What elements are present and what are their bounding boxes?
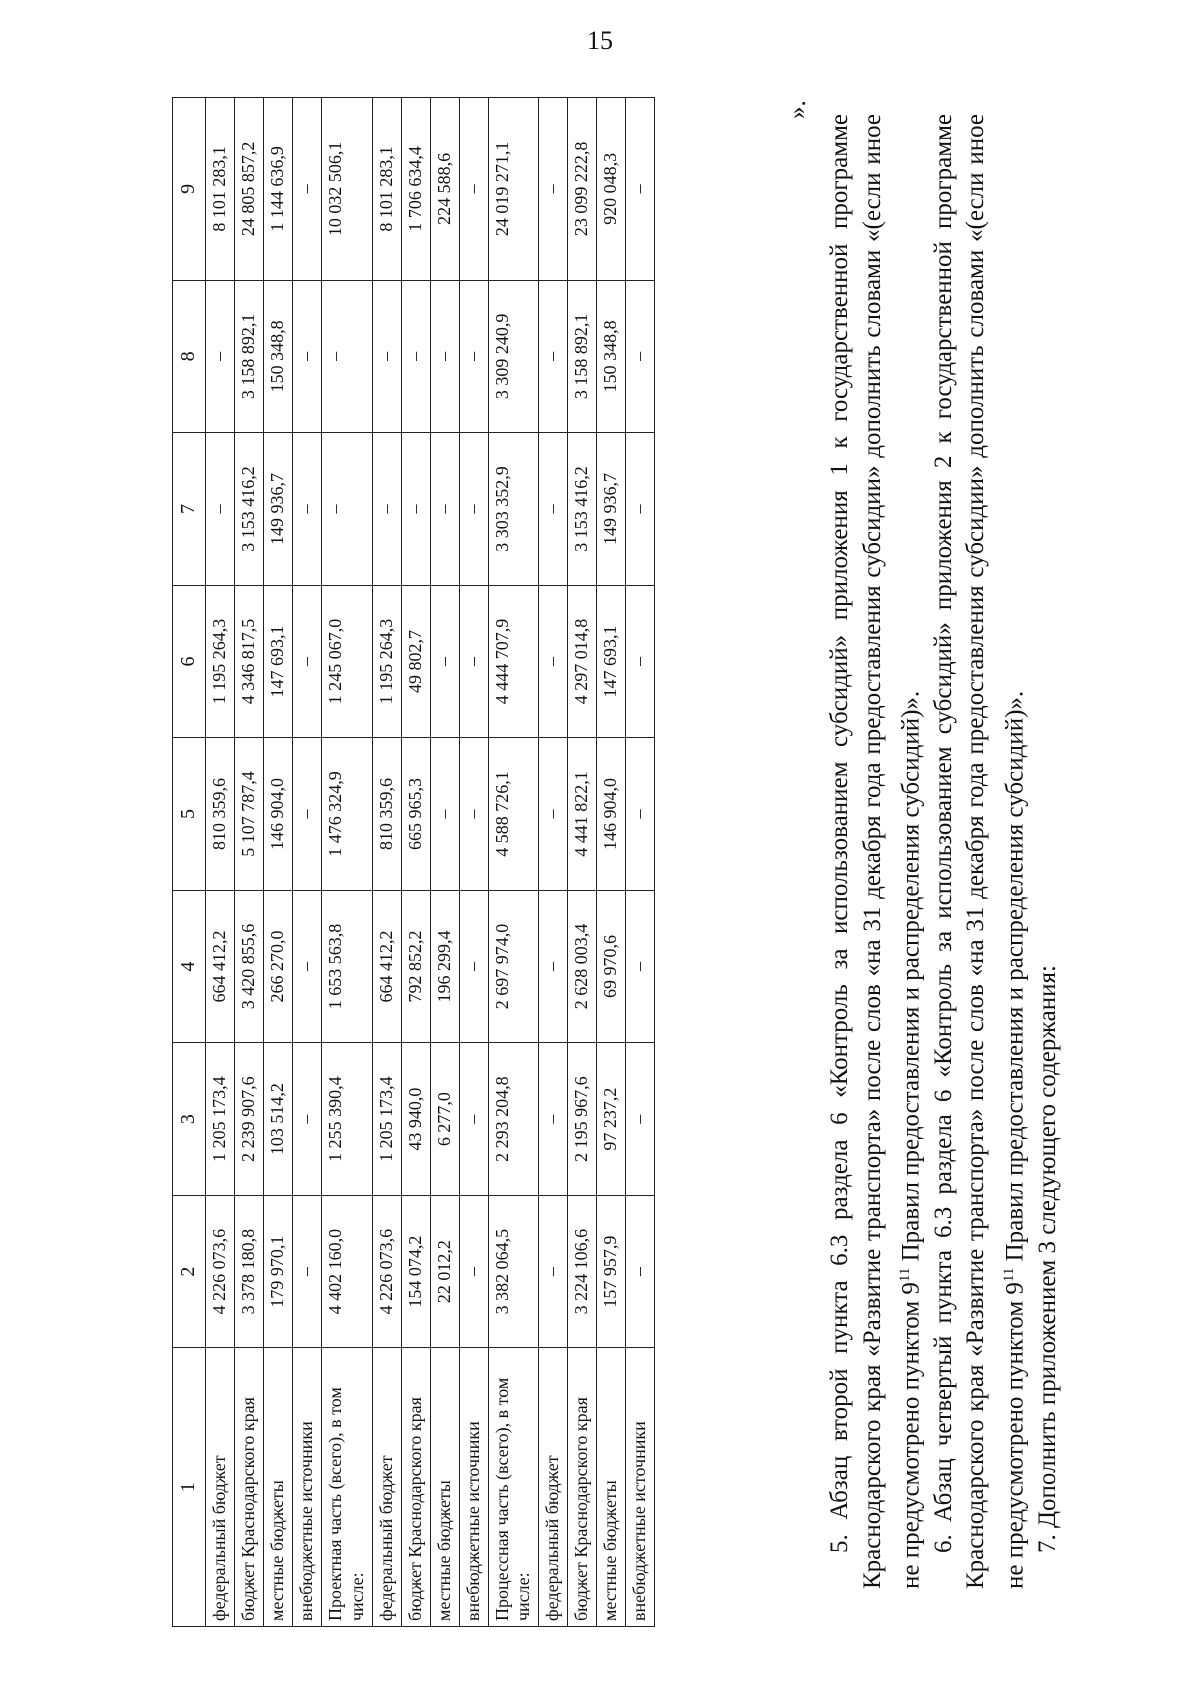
table-cell: 792 852,2 <box>401 890 430 1043</box>
table-cell: – <box>372 280 401 433</box>
table-cell: – <box>430 738 459 891</box>
table-cell: 196 299,4 <box>430 890 459 1043</box>
paragraph-5 <box>824 114 928 1589</box>
table-cell: – <box>459 1195 488 1348</box>
amendment-text <box>824 114 1064 1589</box>
table-cell: 8 101 283,1 <box>206 98 235 281</box>
paragraph-6-text: 6. Абзац четвертый пункта 6.3 раздела 6 «Контроль за использованием субсидий» приложения 2 к государственной программе Краснодарского края «Развитие транспорта» после слов «на 31 декабря года предоставления субсидии» дополнить словами «(если иное не предусмотрено пунктом 9 <box>929 114 1029 1589</box>
table-cell: 2 195 967,6 <box>568 1043 597 1196</box>
table-cell: 920 048,3 <box>597 98 626 281</box>
table-cell: 3 224 106,6 <box>568 1195 597 1348</box>
table-cell: 1 245 067,0 <box>321 585 372 738</box>
row-label: федеральный бюджет <box>539 1348 568 1627</box>
table-cell: – <box>626 98 655 281</box>
table-header-row <box>173 98 206 1627</box>
table-cell: 4 226 073,6 <box>372 1195 401 1348</box>
table-cell: 1 476 324,9 <box>321 738 372 891</box>
paragraph-7: 7. Дополнить приложением 3 следующего содержания: <box>1033 965 1061 1553</box>
table-cell: 266 270,0 <box>263 890 292 1043</box>
table-cell: 69 970,6 <box>597 890 626 1043</box>
table-row <box>459 98 488 1627</box>
table-cell: 103 514,2 <box>263 1043 292 1196</box>
table-cell: 1 255 390,4 <box>321 1043 372 1196</box>
table-cell: 2 628 003,4 <box>568 890 597 1043</box>
closing-quote-mark: ». <box>784 100 811 119</box>
table-cell: 3 158 892,1 <box>234 280 263 433</box>
table-cell: – <box>539 585 568 738</box>
table-cell: 3 153 416,2 <box>234 433 263 586</box>
table-cell: – <box>321 280 372 433</box>
table-cell: 43 940,0 <box>401 1043 430 1196</box>
table-cell: – <box>459 890 488 1043</box>
column-header: 8 <box>173 280 206 433</box>
table-cell: – <box>539 1195 568 1348</box>
table-cell: 665 965,3 <box>401 738 430 891</box>
table-cell: 23 099 222,8 <box>568 98 597 281</box>
table-cell: – <box>626 890 655 1043</box>
paragraph-5-superscript: 11 <box>897 1267 913 1283</box>
table-cell: 4 297 014,8 <box>568 585 597 738</box>
table-cell: – <box>401 280 430 433</box>
table-cell: – <box>459 433 488 586</box>
table-cell: 1 205 173,4 <box>206 1043 235 1196</box>
table-cell: 8 101 283,1 <box>372 98 401 281</box>
row-label: федеральный бюджет <box>372 1348 401 1627</box>
table-cell: 5 107 787,4 <box>234 738 263 891</box>
table-cell: 157 957,9 <box>597 1195 626 1348</box>
table-cell: 149 936,7 <box>263 433 292 586</box>
row-label: Процессная часть (всего), в том числе: <box>488 1348 539 1627</box>
table-cell: – <box>430 280 459 433</box>
table-cell: – <box>626 433 655 586</box>
table-cell: 6 277,0 <box>430 1043 459 1196</box>
table-cell: 24 019 271,1 <box>488 98 539 281</box>
column-header: 6 <box>173 585 206 738</box>
table-cell: – <box>430 585 459 738</box>
table-cell: 147 693,1 <box>263 585 292 738</box>
table-row <box>597 98 626 1627</box>
table-row <box>263 98 292 1627</box>
table-cell: – <box>539 98 568 281</box>
table-cell: 1 144 636,9 <box>263 98 292 281</box>
table-row <box>401 98 430 1627</box>
table-cell: – <box>539 433 568 586</box>
table-cell: 4 402 160,0 <box>321 1195 372 1348</box>
table-cell: 3 158 892,1 <box>568 280 597 433</box>
table-row <box>430 98 459 1627</box>
table-cell: 2 697 974,0 <box>488 890 539 1043</box>
paragraph-5-tail: Правил предоставления и распределения субсидий)». <box>897 690 925 1268</box>
row-label: бюджет Краснодарского края <box>568 1348 597 1627</box>
rotated-page-content <box>172 97 1082 1627</box>
table-cell: 179 970,1 <box>263 1195 292 1348</box>
table-cell: 810 359,6 <box>372 738 401 891</box>
row-label: бюджет Краснодарского края <box>234 1348 263 1627</box>
table-cell: – <box>539 280 568 433</box>
row-label: местные бюджеты <box>597 1348 626 1627</box>
table-cell: 1 653 563,8 <box>321 890 372 1043</box>
column-header: 1 <box>173 1348 206 1627</box>
table-cell: 146 904,0 <box>263 738 292 891</box>
budget-table <box>172 97 655 1627</box>
table-cell: 1 706 634,4 <box>401 98 430 281</box>
table-row <box>372 98 401 1627</box>
table-row <box>539 98 568 1627</box>
table-cell: – <box>372 433 401 586</box>
paragraph-6-tail: Правил предоставления и распределения субсидий)». <box>1001 690 1029 1268</box>
table-cell: 3 378 180,8 <box>234 1195 263 1348</box>
table-cell: – <box>626 1195 655 1348</box>
table-cell: 3 153 416,2 <box>568 433 597 586</box>
table-cell: 224 588,6 <box>430 98 459 281</box>
page-number: 15 <box>587 26 613 55</box>
table-cell: – <box>401 433 430 586</box>
table-cell: 4 226 073,6 <box>206 1195 235 1348</box>
row-label: внебюджетные источники <box>292 1348 321 1627</box>
table-cell: 146 904,0 <box>597 738 626 891</box>
table-cell: – <box>292 585 321 738</box>
table-cell: – <box>292 738 321 891</box>
table-cell: – <box>292 890 321 1043</box>
table-cell: 2 293 204,8 <box>488 1043 539 1196</box>
table-cell: – <box>292 1043 321 1196</box>
table-cell: – <box>292 433 321 586</box>
table-cell: – <box>626 280 655 433</box>
table-cell: 147 693,1 <box>597 585 626 738</box>
paragraph-5-text: 5. Абзац второй пункта 6.3 раздела 6 «Контроль за использованием субсидий» приложения 1 к государственной программе Краснодарского края «Развитие транспорта» после слов «на 31 декабря года предоставления субсидии» дополнить словами «(если иное не предусмотрено пунктом 9 <box>826 114 925 1589</box>
table-cell: 22 012,2 <box>430 1195 459 1348</box>
table-cell: 149 936,7 <box>597 433 626 586</box>
table-cell: 49 802,7 <box>401 585 430 738</box>
table-row <box>626 98 655 1627</box>
table-cell: 3 382 064,5 <box>488 1195 539 1348</box>
table-row <box>568 98 597 1627</box>
row-label: Проектная часть (всего), в том числе: <box>321 1348 372 1627</box>
table-cell: 3 420 855,6 <box>234 890 263 1043</box>
table-cell: – <box>626 738 655 891</box>
column-header: 4 <box>173 890 206 1043</box>
table-row <box>234 98 263 1627</box>
row-label: бюджет Краснодарского края <box>401 1348 430 1627</box>
table-cell: – <box>539 1043 568 1196</box>
column-header: 3 <box>173 1043 206 1196</box>
table-body <box>206 98 655 1627</box>
table-cell: – <box>459 280 488 433</box>
table-cell: – <box>539 738 568 891</box>
table-cell: 4 588 726,1 <box>488 738 539 891</box>
row-label: внебюджетные источники <box>626 1348 655 1627</box>
table-cell: 664 412,2 <box>206 890 235 1043</box>
table-cell: – <box>206 280 235 433</box>
table-cell: 2 239 907,6 <box>234 1043 263 1196</box>
row-label: внебюджетные источники <box>459 1348 488 1627</box>
table-cell: 4 346 817,5 <box>234 585 263 738</box>
table-cell: – <box>292 280 321 433</box>
table-cell: – <box>292 98 321 281</box>
table-cell: – <box>539 890 568 1043</box>
column-header: 2 <box>173 1195 206 1348</box>
table-cell: – <box>626 1043 655 1196</box>
table-cell: 10 032 506,1 <box>321 98 372 281</box>
table-cell: 1 205 173,4 <box>372 1043 401 1196</box>
table-cell: 810 359,6 <box>206 738 235 891</box>
column-header: 9 <box>173 98 206 281</box>
table-cell: – <box>206 433 235 586</box>
table-cell: 3 303 352,9 <box>488 433 539 586</box>
table-cell: 150 348,8 <box>263 280 292 433</box>
table-cell: 97 237,2 <box>597 1043 626 1196</box>
table-cell: 4 441 822,1 <box>568 738 597 891</box>
table-cell: – <box>459 738 488 891</box>
column-header: 5 <box>173 738 206 891</box>
table-row <box>321 98 372 1627</box>
table-cell: – <box>626 585 655 738</box>
table-cell: – <box>459 585 488 738</box>
table-cell: – <box>321 433 372 586</box>
table-cell: 24 805 857,2 <box>234 98 263 281</box>
column-header: 7 <box>173 433 206 586</box>
row-label: федеральный бюджет <box>206 1348 235 1627</box>
paragraph-6 <box>928 114 1032 1589</box>
paragraph-6-superscript: 11 <box>1000 1267 1017 1283</box>
row-label: местные бюджеты <box>263 1348 292 1627</box>
table-cell: – <box>292 1195 321 1348</box>
table-row <box>292 98 321 1627</box>
table-cell: – <box>459 1043 488 1196</box>
row-label: местные бюджеты <box>430 1348 459 1627</box>
table-row <box>488 98 539 1627</box>
table-cell: 3 309 240,9 <box>488 280 539 433</box>
table-cell: 4 444 707,9 <box>488 585 539 738</box>
table-cell: 1 195 264,3 <box>372 585 401 738</box>
table-cell: – <box>459 98 488 281</box>
table-cell: 154 074,2 <box>401 1195 430 1348</box>
table-cell: 150 348,8 <box>597 280 626 433</box>
table-row <box>206 98 235 1627</box>
table-cell: – <box>430 433 459 586</box>
table-cell: 1 195 264,3 <box>206 585 235 738</box>
table-cell: 664 412,2 <box>372 890 401 1043</box>
